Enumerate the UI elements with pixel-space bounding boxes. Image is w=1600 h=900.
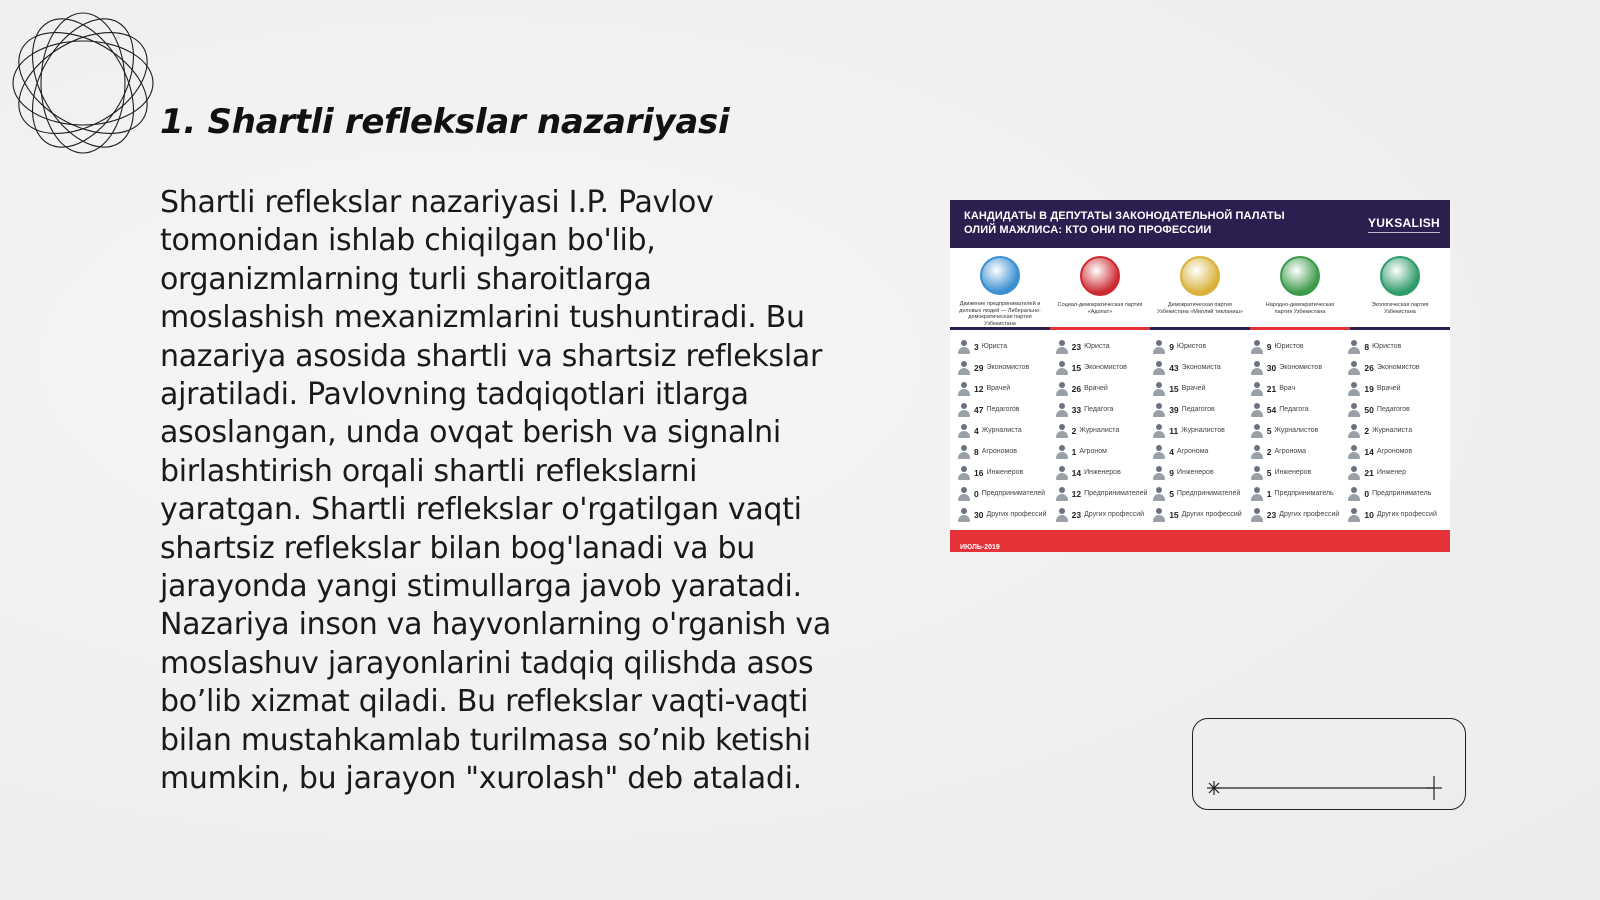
profession-count: 0 (1364, 488, 1370, 499)
profession-row (958, 399, 1056, 420)
profession-count: 30 (974, 509, 984, 520)
profession-label: Экономистов (986, 364, 1030, 371)
profession-count: 39 (1169, 404, 1179, 415)
profession-row (1348, 378, 1446, 399)
profession-count: 43 (1169, 362, 1179, 373)
profession-row (1348, 420, 1446, 441)
person-icon (958, 340, 970, 354)
profession-label: Предпринимателей (981, 490, 1046, 497)
brand-logo: YUKSALISH (1368, 216, 1440, 233)
profession-count: 33 (1071, 404, 1082, 415)
profession-count: 26 (1071, 383, 1082, 394)
profession-count: 10 (1364, 509, 1374, 520)
body-line: jarayonda yangi stimullarga javob yaratadi. (160, 569, 802, 605)
profession-count: 5 (1169, 488, 1174, 499)
profession-row (958, 336, 1056, 357)
person-icon (1348, 382, 1360, 396)
person-icon (1153, 466, 1165, 480)
party-column-header (950, 248, 1050, 327)
profession-count: 8 (1364, 341, 1370, 352)
body-line: mumkin, bu jarayon "xurolash" deb ataladi. (160, 761, 802, 797)
profession-row (1153, 420, 1251, 441)
person-icon (958, 445, 970, 459)
party-column-header (1250, 248, 1350, 327)
ldpu-logo-icon (980, 256, 1020, 295)
body-paragraph (160, 184, 850, 799)
person-icon (1056, 361, 1068, 375)
person-icon (1251, 487, 1263, 501)
profession-column (1251, 336, 1349, 525)
profession-label: Агрономов (1376, 448, 1413, 455)
profession-count: 16 (974, 467, 984, 478)
decorative-frame (1192, 718, 1466, 810)
profession-count: 4 (974, 425, 979, 436)
decorative-rings-icon (8, 8, 158, 158)
body-line: ajratiladi. Pavlovning tadqiqotlari itlarga (160, 377, 749, 413)
profession-count: 21 (1364, 467, 1374, 478)
profession-row (958, 483, 1056, 504)
party-column-header (1150, 248, 1250, 327)
profession-count: 19 (1364, 383, 1374, 394)
person-icon (1153, 424, 1165, 438)
profession-count: 2 (1266, 446, 1272, 457)
person-icon (1153, 382, 1165, 396)
profession-label: Агронома (1176, 448, 1209, 455)
profession-row (1251, 420, 1349, 441)
profession-row (958, 441, 1056, 462)
profession-count: 23 (1266, 509, 1277, 520)
profession-count: 1 (1266, 488, 1272, 499)
profession-label: Инженеров (1274, 469, 1312, 476)
party-column-header (1050, 248, 1150, 327)
person-icon (1056, 508, 1068, 522)
profession-count: 30 (1266, 362, 1277, 373)
profession-label: Инженеров (1084, 469, 1121, 476)
party-name: Экологическая партия Узбекистана (1371, 302, 1429, 315)
profession-row (1056, 399, 1154, 420)
person-icon (1056, 445, 1068, 459)
profession-row (1251, 336, 1349, 357)
profession-row (1056, 462, 1154, 483)
party-row (950, 248, 1450, 330)
profession-row (1056, 504, 1154, 525)
person-icon (958, 466, 970, 480)
person-icon (958, 382, 970, 396)
profession-label: Других профессий (986, 511, 1047, 518)
profession-label: Журналиста (981, 427, 1022, 434)
profession-label: Педагогов (986, 406, 1020, 413)
profession-count: 4 (1169, 446, 1174, 457)
body-line: Shartli reflekslar nazariyasi I.P. Pavlov (160, 185, 714, 220)
profession-label: Юристов (1176, 343, 1207, 350)
profession-count: 50 (1364, 404, 1374, 415)
profession-label: Юристов (1274, 343, 1304, 350)
profession-label: Экономистов (1084, 364, 1127, 371)
infographic-title-line: КАНДИДАТЫ В ДЕПУТАТЫ ЗАКОНОДАТЕЛЬНОЙ ПАЛАТЫ (964, 210, 1285, 222)
profession-label: Других профессий (1181, 511, 1242, 518)
profession-row (958, 378, 1056, 399)
profession-count: 15 (1071, 362, 1082, 373)
profession-label: Агрономов (981, 448, 1017, 455)
profession-count: 12 (1071, 488, 1082, 499)
profession-label: Экономистов (1279, 364, 1323, 371)
person-icon (958, 403, 970, 417)
person-icon (958, 361, 970, 375)
profession-count: 9 (1266, 341, 1272, 352)
body-line: nazariya asosida shartli va shartsiz reflekslar (160, 338, 822, 374)
body-line: moslashuv jarayonlarini tadqiq qilishda asos (160, 645, 814, 681)
body-line: birlashtirish orqali shartli reflekslarni (160, 453, 698, 489)
profession-count: 54 (1266, 404, 1277, 415)
party-name: Движение предпринимателей и деловых людей — Либерально-демократическая партия Узбекистана (959, 301, 1041, 327)
profession-label: Педагогов (1181, 406, 1215, 413)
party-name: Демократическая партия Узбекистана «Миллий тикланиш» (1157, 302, 1243, 315)
milliy-tiklanish-logo-icon (1180, 256, 1220, 296)
person-icon (1348, 466, 1360, 480)
person-icon (1056, 382, 1068, 396)
profession-row (1348, 483, 1446, 504)
person-icon (1348, 487, 1360, 501)
profession-row (1348, 462, 1446, 483)
profession-row (1153, 357, 1251, 378)
profession-label: Инженеров (1176, 469, 1214, 476)
profession-count: 12 (974, 383, 984, 394)
profession-label: Врачей (986, 385, 1011, 392)
person-icon (1153, 508, 1165, 522)
person-icon (1251, 403, 1263, 417)
person-icon (1251, 508, 1263, 522)
profession-label: Других профессий (1279, 511, 1340, 518)
profession-label: Юристов (1372, 343, 1402, 350)
profession-row (1348, 357, 1446, 378)
profession-label: Журналиста (1372, 427, 1413, 434)
profession-label: Предприниматель (1274, 490, 1334, 497)
profession-row (1056, 378, 1154, 399)
person-icon (1251, 340, 1263, 354)
person-icon (1153, 487, 1165, 501)
profession-count: 0 (974, 488, 979, 499)
profession-label: Педагога (1084, 406, 1114, 413)
profession-row (1153, 504, 1251, 525)
profession-count: 14 (1071, 467, 1082, 478)
person-icon (1153, 445, 1165, 459)
profession-row (1251, 483, 1349, 504)
eco-party-logo-icon (1380, 256, 1420, 296)
profession-count: 15 (1169, 509, 1179, 520)
person-icon (1348, 403, 1360, 417)
profession-count: 23 (1071, 341, 1082, 352)
person-icon (1348, 340, 1360, 354)
body-line: organizmlarning turli sharoitlarga (160, 261, 652, 297)
ndpu-logo-icon (1280, 256, 1320, 296)
profession-row (1056, 420, 1154, 441)
person-icon (1153, 361, 1165, 375)
profession-label: Инженеров (986, 469, 1024, 476)
profession-label: Экономистов (1376, 364, 1420, 371)
line-with-stars-icon (1192, 718, 1466, 810)
profession-label: Юриста (1084, 343, 1110, 350)
profession-row (1153, 336, 1251, 357)
infographic-footer (950, 530, 1450, 552)
profession-label: Предпринимателей (1176, 490, 1241, 497)
profession-column (1056, 336, 1154, 525)
profession-row (1251, 441, 1349, 462)
profession-count: 2 (1364, 425, 1370, 436)
profession-label: Журналиста (1079, 427, 1120, 434)
person-icon (1153, 403, 1165, 417)
person-icon (1348, 424, 1360, 438)
profession-row (1251, 378, 1349, 399)
person-icon (1056, 487, 1068, 501)
body-line: yaratgan. Shartli reflekslar o'rgatilgan vaqti (160, 492, 802, 528)
person-icon (1348, 508, 1360, 522)
profession-count: 26 (1364, 362, 1374, 373)
person-icon (1153, 340, 1165, 354)
body-line: tomonidan ishlab chiqilgan bo'lib, (160, 223, 656, 259)
profession-count: 47 (974, 404, 984, 415)
infographic-date: ИЮЛЬ-2019 (960, 544, 1000, 551)
profession-label: Врач (1279, 385, 1296, 392)
person-icon (1251, 445, 1263, 459)
profession-count: 23 (1071, 509, 1082, 520)
person-icon (1251, 382, 1263, 396)
profession-count: 5 (1266, 467, 1272, 478)
profession-label: Других профессий (1084, 511, 1145, 518)
profession-grid (950, 330, 1450, 525)
profession-row (1251, 399, 1349, 420)
body-line: moslashish mexanizmlarini tushuntiradi. Bu (160, 300, 805, 336)
profession-count: 9 (1169, 341, 1174, 352)
slide-title: 1. Shartli reflekslar nazariyasi (160, 102, 730, 142)
profession-label: Врачей (1084, 385, 1108, 392)
party-column-header (1350, 248, 1450, 327)
profession-row (1056, 357, 1154, 378)
profession-label: Педагогов (1376, 406, 1410, 413)
profession-label: Инженер (1376, 469, 1406, 476)
person-icon (1251, 466, 1263, 480)
profession-count: 29 (974, 362, 984, 373)
profession-count: 9 (1169, 467, 1174, 478)
profession-label: Других профессий (1376, 511, 1437, 518)
profession-column (1348, 336, 1446, 525)
profession-label: Журналистов (1181, 427, 1225, 434)
person-icon (1056, 466, 1068, 480)
profession-count: 8 (974, 446, 979, 457)
infographic-image (950, 200, 1450, 552)
profession-label: Экономиста (1181, 364, 1221, 371)
profession-count: 3 (974, 341, 979, 352)
profession-row (1153, 399, 1251, 420)
profession-row (1153, 462, 1251, 483)
profession-count: 21 (1266, 383, 1277, 394)
profession-count: 2 (1071, 425, 1077, 436)
profession-row (958, 462, 1056, 483)
profession-label: Врачей (1376, 385, 1401, 392)
profession-row (1153, 441, 1251, 462)
profession-row (1251, 357, 1349, 378)
profession-row (1056, 441, 1154, 462)
profession-count: 15 (1169, 383, 1179, 394)
person-icon (1348, 445, 1360, 459)
profession-count: 11 (1169, 425, 1179, 436)
profession-label: Врачей (1181, 385, 1206, 392)
person-icon (1251, 424, 1263, 438)
profession-label: Юриста (981, 343, 1008, 350)
profession-row (1056, 483, 1154, 504)
profession-column (958, 336, 1056, 525)
profession-row (958, 504, 1056, 525)
profession-label: Агроном (1079, 448, 1107, 455)
profession-row (1056, 336, 1154, 357)
person-icon (1056, 403, 1068, 417)
party-name: Социал-демократическая партия «Адолат» (1057, 302, 1143, 315)
profession-count: 1 (1071, 446, 1077, 457)
body-line: asoslangan, unda ovqat berish va signalni (160, 415, 781, 451)
profession-row (1153, 483, 1251, 504)
profession-label: Агронома (1274, 448, 1306, 455)
body-line: Nazariya inson va hayvonlarning o'rganish va (160, 607, 831, 643)
body-line: shartsiz reflekslar bilan bog'lanadi va bu (160, 530, 755, 566)
profession-column (1153, 336, 1251, 525)
profession-row (958, 357, 1056, 378)
body-line: bilan mustahkamlab turilmasa so’nib ketishi (160, 722, 811, 758)
profession-count: 14 (1364, 446, 1374, 457)
party-name: Народно-демократическая партия Узбекистана (1265, 302, 1335, 315)
infographic-title-line: ОЛИЙ МАЖЛИСА: КТО ОНИ ПО ПРОФЕССИИ (964, 224, 1212, 236)
person-icon (1348, 361, 1360, 375)
person-icon (1251, 361, 1263, 375)
person-icon (1056, 340, 1068, 354)
person-icon (1056, 424, 1068, 438)
profession-row (1348, 504, 1446, 525)
body-line: bo’lib xizmat qiladi. Bu reflekslar vaqti-vaqti (160, 684, 809, 720)
profession-row (1153, 378, 1251, 399)
profession-row (1251, 462, 1349, 483)
profession-label: Предпринимателей (1084, 490, 1148, 497)
profession-row (1348, 336, 1446, 357)
profession-row (1348, 399, 1446, 420)
profession-row (958, 420, 1056, 441)
profession-label: Предприниматель (1372, 490, 1432, 497)
profession-row (1251, 504, 1349, 525)
person-icon (958, 487, 970, 501)
profession-label: Педагога (1279, 406, 1309, 413)
profession-count: 5 (1266, 425, 1272, 436)
profession-row (1348, 441, 1446, 462)
infographic-header (950, 200, 1450, 248)
adolat-logo-icon (1080, 256, 1120, 296)
person-icon (958, 508, 970, 522)
profession-label: Журналистов (1274, 427, 1319, 434)
person-icon (958, 424, 970, 438)
